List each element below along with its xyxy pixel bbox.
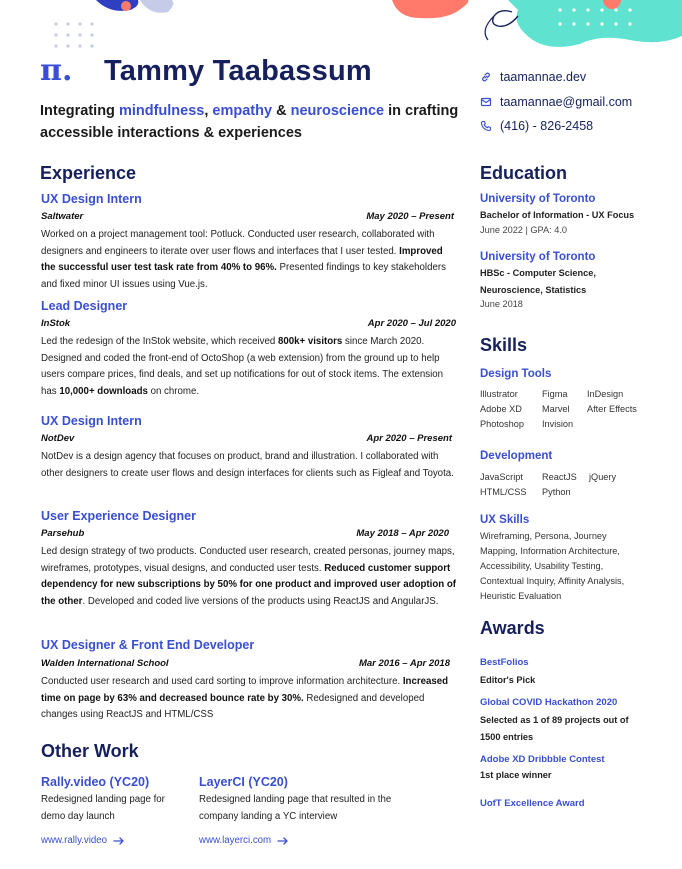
- degree: Bachelor of Information - UX Focus: [480, 210, 635, 220]
- mail-icon: [480, 96, 492, 108]
- experience-heading: Experience: [40, 163, 137, 183]
- job-description: Led the redesign of the InStok website, which received 800k+ visitors since March 2020. Designed and coded the front-end of OctoShop (a web extension) from the ground up to help users compare prices, find deals, and set up notifications for out of stock items. The extension has 10,000+ downloads on chrome.: [41, 336, 444, 397]
- skill-item: InDesign: [587, 389, 624, 399]
- decorative-blobs: [0, 0, 682, 60]
- tagline: Integrating mindfulness, empathy & neuroscience in crafting accessible interactions & experiences: [40, 103, 459, 141]
- contact-phone[interactable]: (416) - 826-2458: [480, 119, 593, 133]
- design-tools-label: Design Tools: [480, 368, 552, 380]
- award-description: Editor's Pick: [480, 675, 536, 685]
- arrow-right-icon: [277, 836, 289, 846]
- skill-item: After Effects: [587, 404, 637, 414]
- job-date: May 2020 – Present: [366, 211, 454, 222]
- job-org: InStok: [41, 318, 71, 329]
- school-name: University of Toronto: [480, 251, 596, 263]
- job-org: Saltwater: [41, 211, 84, 222]
- other-work-heading: Other Work: [41, 741, 139, 761]
- job-date: Apr 2020 – Present: [366, 433, 452, 444]
- job-title: UX Design Intern: [41, 192, 142, 206]
- skill-item: Marvel: [542, 404, 570, 414]
- job-org: NotDev: [41, 433, 75, 444]
- job-description: Led design strategy of two products. Conducted user research, created personas, journey maps, wireframes, prototypes, visual designs, and conducted user tests. Reduced customer support dependency for new subscriptions by 50% for one product and improved user adoption of the other. Developed and coded live versions of the products using ReactJS and AngularJS.: [41, 546, 456, 607]
- job-title: UX Design Intern: [41, 414, 142, 428]
- skill-item: Figma: [542, 389, 568, 399]
- contact-website[interactable]: taamannae.dev: [480, 70, 586, 84]
- awards-heading: Awards: [480, 618, 545, 638]
- award-title: BestFolios: [480, 657, 529, 668]
- skill-item: Photoshop: [480, 419, 524, 429]
- education-meta: June 2018: [480, 299, 523, 309]
- award-title: UofT Excellence Award: [480, 798, 585, 809]
- link-icon: [480, 71, 492, 83]
- other-work-link[interactable]: www.rally.video: [41, 835, 125, 846]
- education-meta: June 2022 | GPA: 4.0: [480, 225, 568, 235]
- job-description: Worked on a project management tool: Potluck. Conducted user research, collaborated with designers and engineers to iterate over user flows and interfaces that I user tested. Improved the successful user test task rate from 40% to 96%. Presented findings to key stakeholders and fixed minor UI issues using Vue.js.: [41, 229, 446, 290]
- skill-item: HTML/CSS: [480, 487, 527, 497]
- skills-heading: Skills: [480, 335, 528, 355]
- skill-item: Python: [542, 487, 571, 497]
- award-description: 1st place winner: [480, 770, 552, 780]
- other-work-description: Redesigned landing page for demo day launch: [41, 794, 165, 822]
- award-title: Adobe XD Dribbble Contest: [480, 754, 605, 765]
- skill-item: ReactJS: [542, 472, 577, 482]
- job-title: Lead Designer: [41, 299, 128, 313]
- other-work-title: LayerCI (YC20): [199, 775, 288, 789]
- other-work-link[interactable]: www.layerci.com: [199, 835, 289, 846]
- ux-skills-label: UX Skills: [480, 514, 530, 526]
- skill-item: Adobe XD: [480, 404, 522, 414]
- skill-item: Invision: [542, 419, 574, 429]
- job-date: May 2018 – Apr 2020: [356, 528, 449, 539]
- skill-item: jQuery: [589, 472, 617, 482]
- skill-item: JavaScript: [480, 472, 523, 482]
- ux-skills-text: Wireframing, Persona, Journey Mapping, Information Architecture, Accessibility, Usability Testing, Contextual Inquiry, Affinity Analysis, Heuristic Evaluation: [480, 531, 625, 601]
- name-heading: Tammy Taabassum: [104, 55, 372, 87]
- skill-item: Illustrator: [480, 389, 518, 399]
- job-date: Mar 2016 – Apr 2018: [358, 658, 450, 669]
- arrow-right-icon: [113, 836, 125, 846]
- school-name: University of Toronto: [480, 193, 596, 205]
- job-title: User Experience Designer: [41, 509, 196, 523]
- job-title: UX Designer & Front End Developer: [41, 638, 255, 652]
- other-work-title: Rally.video (YC20): [41, 775, 150, 789]
- logo: π.: [40, 53, 73, 88]
- contact-email[interactable]: taamannae@gmail.com: [480, 95, 632, 109]
- education-heading: Education: [480, 163, 568, 183]
- job-date: Apr 2020 – Jul 2020: [367, 318, 456, 329]
- award-description: Selected as 1 of 89 projects out of 1500 entries: [480, 715, 629, 742]
- job-description: NotDev is a design agency that focuses on product, brand and illustration. I collaborated with other designers to create user flows and design interfaces for clients such as Figleaf and Toyota.: [41, 451, 454, 479]
- award-title: Global COVID Hackathon 2020: [480, 697, 618, 708]
- job-org: Walden International School: [41, 658, 169, 669]
- job-description: Conducted user research and used card sorting to improve information architecture. Increased time on page by 63% and decreased bounce rate by 30%. Redesigned and developed changes using ReactJS and HTML/CSS: [41, 676, 449, 720]
- degree: HBSc - Computer Science, Neuroscience, Statistics: [480, 268, 596, 295]
- development-label: Development: [480, 450, 553, 462]
- other-work-description: Redesigned landing page that resulted in the company landing a YC interview: [199, 794, 392, 822]
- phone-icon: [480, 120, 492, 132]
- job-org: Parsehub: [41, 528, 85, 539]
